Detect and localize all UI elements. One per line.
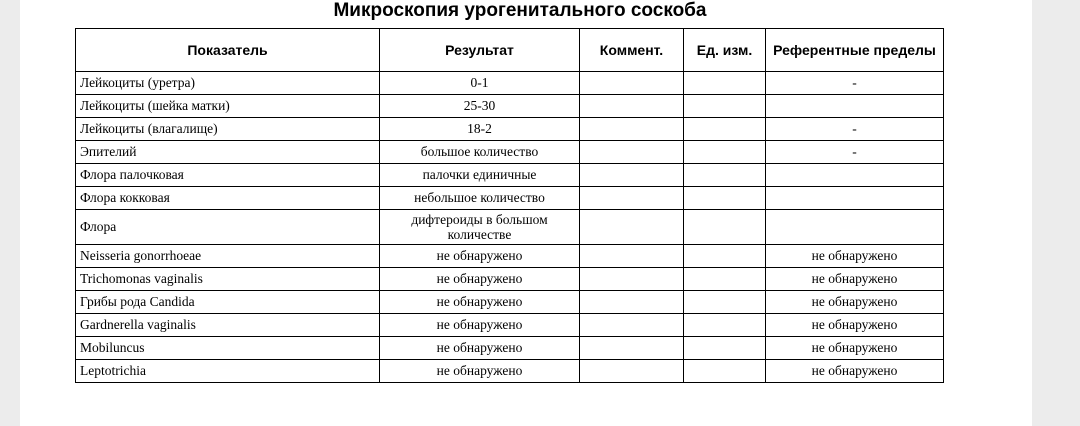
- indicator-cell: Эпителий: [76, 141, 380, 164]
- table-row: [76, 118, 944, 141]
- result-cell: небольшое количество: [380, 187, 580, 210]
- table-row: [76, 141, 944, 164]
- indicator-cell: Лейкоциты (влагалище): [76, 118, 380, 141]
- result-cell: дифтероиды в большом количестве: [380, 210, 580, 245]
- column-header-indicator: Показатель: [76, 29, 380, 72]
- comment-cell: [580, 118, 684, 141]
- table-row: [76, 291, 944, 314]
- reference-cell: -: [766, 141, 944, 164]
- indicator-cell: Mobiluncus: [76, 337, 380, 360]
- reference-cell: -: [766, 118, 944, 141]
- unit-cell: [684, 164, 766, 187]
- unit-cell: [684, 95, 766, 118]
- comment-cell: [580, 164, 684, 187]
- unit-cell: [684, 360, 766, 383]
- unit-cell: [684, 268, 766, 291]
- table-row: [76, 337, 944, 360]
- comment-cell: [580, 72, 684, 95]
- table-row: [76, 95, 944, 118]
- indicator-cell: Флора кокковая: [76, 187, 380, 210]
- comment-cell: [580, 141, 684, 164]
- comment-cell: [580, 210, 684, 245]
- table-body: [76, 72, 944, 383]
- comment-cell: [580, 291, 684, 314]
- column-header-comment: Коммент.: [580, 29, 684, 72]
- unit-cell: [684, 187, 766, 210]
- results-table: [75, 28, 944, 383]
- indicator-cell: Флора палочковая: [76, 164, 380, 187]
- unit-cell: [684, 337, 766, 360]
- comment-cell: [580, 245, 684, 268]
- unit-cell: [684, 118, 766, 141]
- unit-cell: [684, 245, 766, 268]
- indicator-cell: Флора: [76, 210, 380, 245]
- unit-cell: [684, 314, 766, 337]
- table-row: [76, 360, 944, 383]
- indicator-cell: Leptotrichia: [76, 360, 380, 383]
- table-row: [76, 268, 944, 291]
- result-cell: 0-1: [380, 72, 580, 95]
- indicator-cell: Gardnerella vaginalis: [76, 314, 380, 337]
- table-row: [76, 187, 944, 210]
- reference-cell: [766, 187, 944, 210]
- table-row: [76, 245, 944, 268]
- reference-cell: -: [766, 72, 944, 95]
- indicator-cell: Лейкоциты (уретра): [76, 72, 380, 95]
- result-cell: не обнаружено: [380, 245, 580, 268]
- report-title: Микроскопия урогенитального соскоба: [333, 0, 707, 21]
- result-cell: не обнаружено: [380, 268, 580, 291]
- comment-cell: [580, 95, 684, 118]
- result-cell: не обнаружено: [380, 337, 580, 360]
- table-row: [76, 210, 944, 245]
- column-header-result: Результат: [380, 29, 580, 72]
- page-margin: [1032, 0, 1080, 426]
- reference-cell: [766, 95, 944, 118]
- indicator-cell: Trichomonas vaginalis: [76, 268, 380, 291]
- indicator-cell: Лейкоциты (шейка матки): [76, 95, 380, 118]
- comment-cell: [580, 314, 684, 337]
- comment-cell: [580, 337, 684, 360]
- column-header-unit: Ед. изм.: [684, 29, 766, 72]
- result-cell: не обнаружено: [380, 360, 580, 383]
- comment-cell: [580, 360, 684, 383]
- reference-cell: [766, 210, 944, 245]
- unit-cell: [684, 210, 766, 245]
- reference-cell: не обнаружено: [766, 245, 944, 268]
- column-header-reference: Референтные пределы: [766, 29, 944, 72]
- reference-cell: не обнаружено: [766, 314, 944, 337]
- reference-cell: не обнаружено: [766, 268, 944, 291]
- unit-cell: [684, 72, 766, 95]
- table-row: [76, 164, 944, 187]
- result-cell: палочки единичные: [380, 164, 580, 187]
- result-cell: большое количество: [380, 141, 580, 164]
- table-row: [76, 72, 944, 95]
- result-cell: 25-30: [380, 95, 580, 118]
- reference-cell: [766, 164, 944, 187]
- indicator-cell: Neisseria gonorrhoeae: [76, 245, 380, 268]
- indicator-cell: Грибы рода Candida: [76, 291, 380, 314]
- unit-cell: [684, 141, 766, 164]
- result-cell: не обнаружено: [380, 314, 580, 337]
- reference-cell: не обнаружено: [766, 291, 944, 314]
- table-row: [76, 314, 944, 337]
- comment-cell: [580, 268, 684, 291]
- table-header-row: [76, 29, 944, 72]
- reference-cell: не обнаружено: [766, 360, 944, 383]
- result-cell: 18-2: [380, 118, 580, 141]
- comment-cell: [580, 187, 684, 210]
- reference-cell: не обнаружено: [766, 337, 944, 360]
- result-cell: не обнаружено: [380, 291, 580, 314]
- unit-cell: [684, 291, 766, 314]
